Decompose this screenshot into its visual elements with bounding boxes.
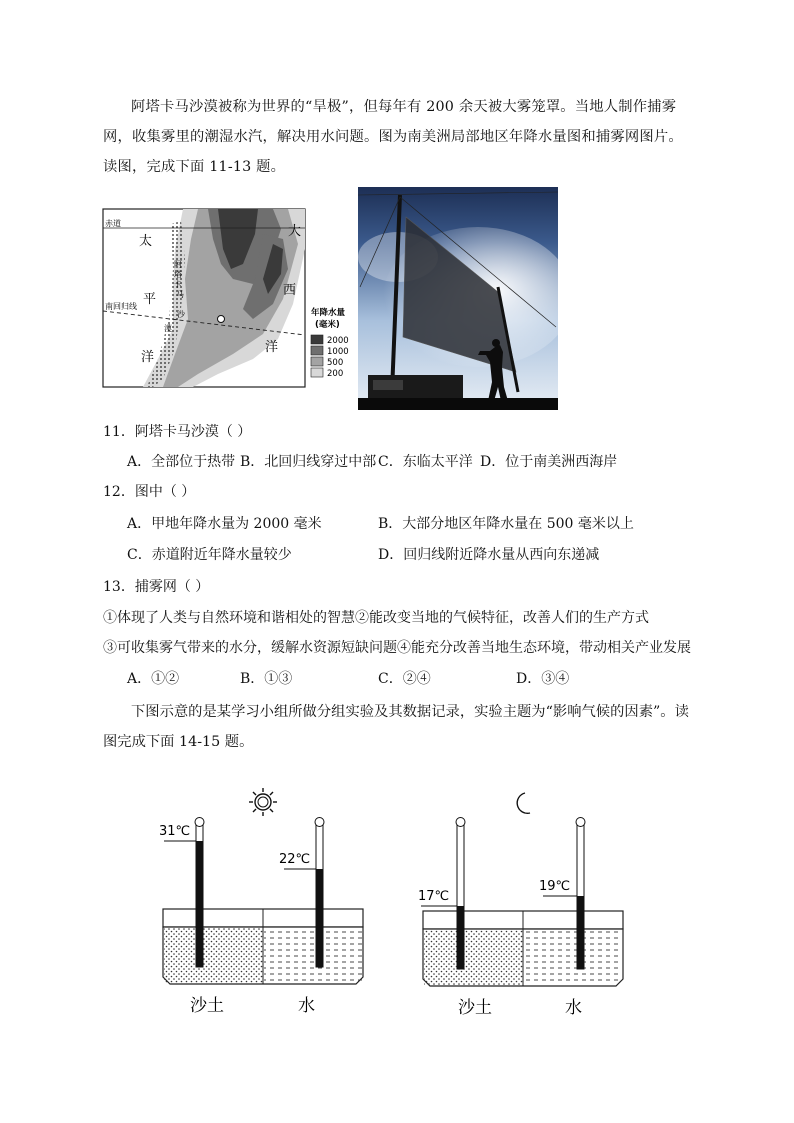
day-water (264, 928, 362, 983)
q13-statement-2: ③可收集雾气带来的水分，缓解水资源短缺问题④能充分改善当地生态环境，带动相关产业发展 (103, 640, 691, 656)
legend-title-1: 年降水量 (311, 308, 346, 318)
day-container (163, 909, 363, 984)
tropic-label: 南回归线 (105, 302, 137, 311)
q11-option-b[interactable]: B．北回归线穿过中部 (240, 454, 377, 470)
intro-paragraph-2: 下图示意的是某学习小组所做分组实验及其数据记录，实验主题为“影响气候的因素”。读图完成下面 14-15 题。 (103, 704, 689, 750)
legend-label: 200 (327, 369, 344, 379)
night-container (423, 911, 623, 986)
intro-paragraph-1: 阿塔卡马沙漠被称为世界的“旱极”，但每年有 200 余天被大雾笼罩。当地人制作捕雾网，收集雾里的潮湿水汽，解决用水问题。图为南美洲局部地区年降水量图和捕雾网图片。读图，完成下面 11-13 题。 (103, 99, 683, 175)
day-sand-temp: 31℃ (159, 824, 191, 839)
pacific-char-2: 平 (143, 292, 157, 307)
q12-option-a[interactable]: A．甲地年降水量为 2000 毫米 (127, 516, 322, 532)
desert-char-1: 阿 (174, 260, 182, 269)
q12-option-d[interactable]: D．回归线附近降水量从西向东递减 (378, 547, 600, 563)
moon-icon (517, 793, 530, 813)
q12-stem: 12．图中（ ） (103, 484, 196, 500)
legend-swatch (311, 335, 323, 344)
night-water (524, 930, 622, 985)
q11-stem: 11．阿塔卡马沙漠（ ） (103, 424, 252, 440)
day-water-label: 水 (298, 996, 315, 1016)
q11-option-c[interactable]: C．东临太平洋 (378, 454, 473, 470)
q13-option-a[interactable]: A．①② (127, 671, 180, 687)
legend-swatch (311, 368, 323, 377)
q12-option-b[interactable]: B．大部分地区年降水量在 500 毫米以上 (378, 516, 634, 532)
pacific-char-1: 太 (139, 234, 153, 249)
legend-swatch (311, 346, 323, 355)
rainfall-map (103, 209, 349, 390)
q11-option-d[interactable]: D．位于南美洲西海岸 (480, 454, 618, 470)
location-jia (218, 316, 225, 323)
q12-option-c[interactable]: C．赤道附近年降水量较少 (127, 547, 292, 563)
q13-option-c[interactable]: C．②④ (378, 671, 431, 687)
q13-statement-1: ①体现了人类与自然环境和谐相处的智慧②能改变当地的气候特征，改善人们的生产方式 (103, 610, 649, 626)
legend-label: 2000 (327, 336, 349, 346)
legend-title-2: (毫米) (315, 320, 340, 330)
atlantic-char-1: 大 (288, 224, 302, 239)
desert-char-5: 沙 (177, 310, 185, 319)
day-water-temp: 22℃ (279, 852, 311, 867)
q13-stem: 13．捕雾网（ ） (103, 579, 210, 595)
night-sand-temp: 17℃ (418, 889, 450, 904)
atlantic-char-2: 西 (283, 283, 297, 298)
q11-option-a[interactable]: A．全部位于热带 (127, 454, 236, 470)
pacific-char-3: 洋 (141, 350, 155, 365)
legend-label: 500 (327, 358, 344, 368)
q13-option-b[interactable]: B．①③ (240, 671, 293, 687)
desert-char-3: 卡 (174, 280, 182, 289)
legend-swatch (311, 357, 323, 366)
fog-net-photo (358, 187, 558, 410)
night-sand-label: 沙土 (458, 998, 492, 1018)
q13-option-d[interactable]: D．③④ (516, 671, 570, 687)
legend-label: 1000 (327, 347, 349, 357)
desert-char-6: 漠 (164, 324, 172, 333)
night-sand (424, 930, 523, 985)
atlantic-char-3: 洋 (265, 340, 279, 355)
desert-char-2: 塔 (174, 270, 182, 279)
legend (311, 335, 349, 379)
experiment-diagram (150, 785, 640, 1025)
day-sand (164, 928, 263, 983)
equator-label: 赤道 (105, 219, 121, 228)
desert-char-4: 马 (176, 290, 184, 299)
night-water-temp: 19℃ (539, 879, 571, 894)
day-sand-label: 沙土 (190, 996, 224, 1016)
night-water-label: 水 (565, 998, 582, 1018)
sun-icon (249, 788, 277, 816)
